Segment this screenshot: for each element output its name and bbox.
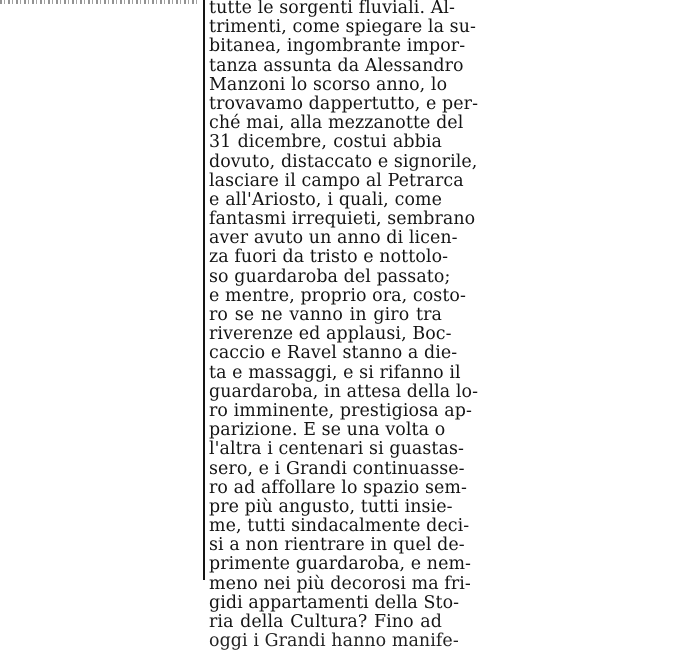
article-line: ria della Cultura? Fino ad	[209, 612, 442, 632]
article-line: meno nei più decorosi ma fri-	[209, 573, 471, 594]
left-blank-margin	[0, 0, 203, 580]
article-line: so guardaroba del passato;	[209, 266, 451, 287]
article-line: tanza assunta da Alessandro	[209, 55, 464, 76]
article-line: sero, e i Grandi continuasse-	[209, 458, 465, 479]
article-line: lasciare il campo al Petrarca	[209, 170, 464, 191]
article-line: ro ad affollare lo spazio sem-	[209, 477, 467, 498]
article-line: si a non rientrare in quel de-	[209, 535, 465, 556]
article-line: e all'Ariosto, i quali, come	[209, 189, 442, 210]
article-line: bitanea, ingombrante impor-	[209, 36, 466, 57]
article-line: primente guardaroba, e nem-	[209, 554, 472, 575]
article-line: gidi appartamenti della Sto-	[209, 592, 460, 613]
article-text-column	[209, 0, 479, 651]
article-line: ta e massaggi, e si rifanno il	[209, 362, 461, 383]
article-line: riverenze ed applausi, Boc-	[209, 324, 452, 345]
article-line: ro se ne vanno in giro tra	[209, 305, 442, 325]
column-divider	[203, 0, 205, 580]
article-line: aver avuto un anno di licen-	[209, 228, 458, 249]
article-line: trimenti, come spiegare la su-	[209, 17, 476, 38]
article-line: dovuto, distaccato e signorile,	[209, 151, 478, 172]
article-line: 31 dicembre, costui abbia	[209, 132, 442, 153]
article-line: za fuori da tristo e nottolo-	[209, 247, 449, 268]
article-line: ché mai, alla mezzanotte del	[209, 113, 464, 134]
article-line: pre più angusto, tutti insie-	[209, 496, 453, 517]
article-line: e mentre, proprio ora, costo-	[209, 285, 466, 306]
article-line: me, tutti sindacalmente deci-	[209, 516, 470, 537]
article-line: tutte le sorgenti fluviali. Al-	[209, 0, 456, 18]
article-line: fantasmi irrequieti, sembrano	[209, 209, 476, 230]
article-line: l'altra i centenari si guastas-	[209, 439, 464, 460]
article-line: parizione. E se una volta o	[209, 420, 446, 441]
article-line-clipped: oggi i Grandi hanno manife-	[209, 631, 459, 651]
article-line: caccio e Ravel stanno a die-	[209, 343, 458, 364]
article-line: Manzoni lo scorso anno, lo	[209, 74, 448, 95]
article-line: guardaroba, in attesa della lo-	[209, 381, 479, 402]
article-line: ro imminente, prestigiosa ap-	[209, 400, 472, 421]
article-line: trovavamo dappertutto, e per-	[209, 93, 479, 114]
clipped-adjacent-column-fragment	[0, 0, 200, 4]
